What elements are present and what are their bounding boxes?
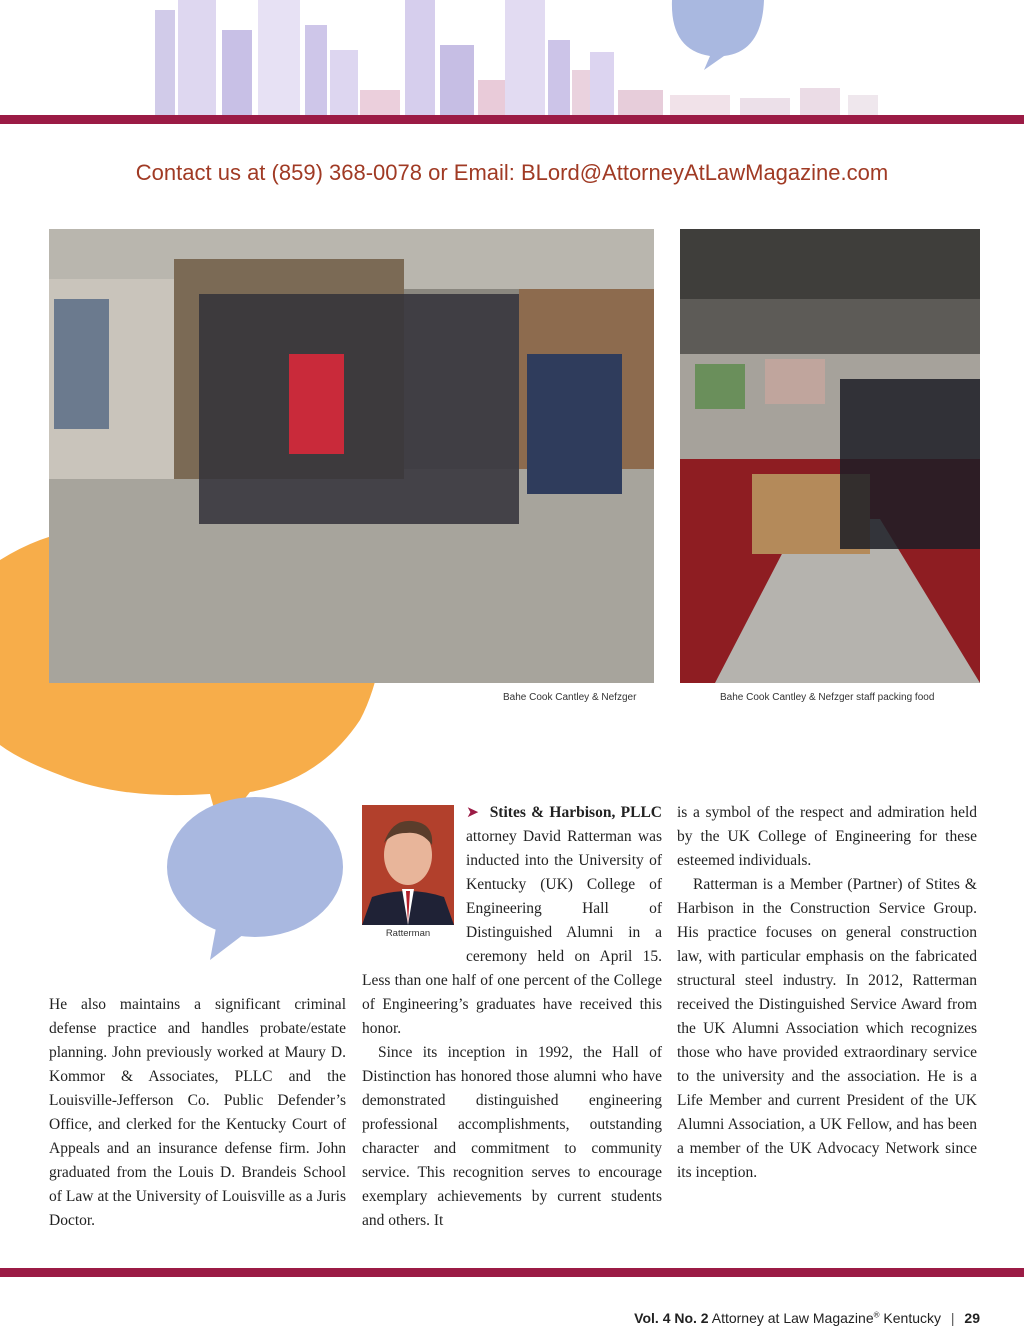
header-rule (0, 115, 1024, 124)
footer-separator: | (950, 1310, 955, 1326)
left-photo-caption: Bahe Cook Cantley & Nefzger (503, 692, 637, 703)
food-packing-photo (680, 229, 980, 683)
article-left-column (49, 993, 346, 1233)
speech-bubble-blue-icon (160, 795, 355, 965)
city-skyline-illustration (0, 0, 1024, 120)
warehouse-group-photo (49, 229, 654, 683)
firm-name: Stites & Harbison, PLLC (489, 804, 663, 821)
middle-paragraph-1-text: attorney David Ratterman was inducted into the University of Kentucky (UK) College of Engineering Hall of Distinguished Alumni in a ceremony held on April 15. Less than one half of one percent of the College of Engineering’s graduates have received this honor. (362, 828, 662, 1037)
speech-bubble-top-icon (662, 0, 772, 72)
region-name: Kentucky (883, 1310, 941, 1326)
page-number: 29 (964, 1310, 980, 1326)
magazine-name: Attorney at Law Magazine (711, 1310, 874, 1326)
right-photo-caption: Bahe Cook Cantley & Nefzger staff packing food (720, 692, 935, 703)
article-right-column (677, 801, 977, 1185)
headshot-float-spacer (362, 801, 466, 949)
headshot-caption: Ratterman (385, 928, 431, 939)
issue-label: Vol. 4 No. 2 (634, 1310, 709, 1326)
left-column-paragraph: He also maintains a significant criminal defense practice and handles probate/estate planning. John previously worked at Maury D. Kommor & Associates, PLLC and the Louisville-Jefferson Co. Public Defender’s Office, and clerked for the Kentucky Court of Appeals and an insurance defense firm. John graduated from the Louis D. Brandeis School of Law at the University of Louisville as a Juris Doctor. (49, 996, 346, 1229)
page-footer (634, 1310, 980, 1326)
right-paragraph-1: is a symbol of the respect and admiration held by the UK College of Engineering for these esteemed individuals. (677, 804, 977, 869)
article-middle-column (362, 801, 662, 1233)
registered-mark: ® (873, 1310, 880, 1320)
footer-rule (0, 1268, 1024, 1277)
right-paragraph-2: Ratterman is a Member (Partner) of Stites & Harbison in the Construction Service Group. His practice focuses on general construction law, with particular emphasis on the fabricated structural steel industry. In 2012, Ratterman received the Distinguished Service Award from the UK Alumni Association which recognizes those who have provided extraordinary service to the university and the association. He is a Life Member and current President of the UK Alumni Association, a UK Fellow, and has been a member of the UK Advocacy Network since its inception. (677, 876, 977, 1181)
bullet-arrow-icon: ➤ (466, 804, 479, 821)
middle-paragraph-2: Since its inception in 1992, the Hall of Distinction has honored those alumni who have demonstrated distinguished engineering professional accomplishments, outstanding character and commitment to community service. This recognition serves to encourage exemplary achievements by current students and others. It (362, 1044, 662, 1229)
contact-line: Contact us at (859) 368-0078 or Email: BLord@AttorneyAtLawMagazine.com (135, 160, 889, 185)
